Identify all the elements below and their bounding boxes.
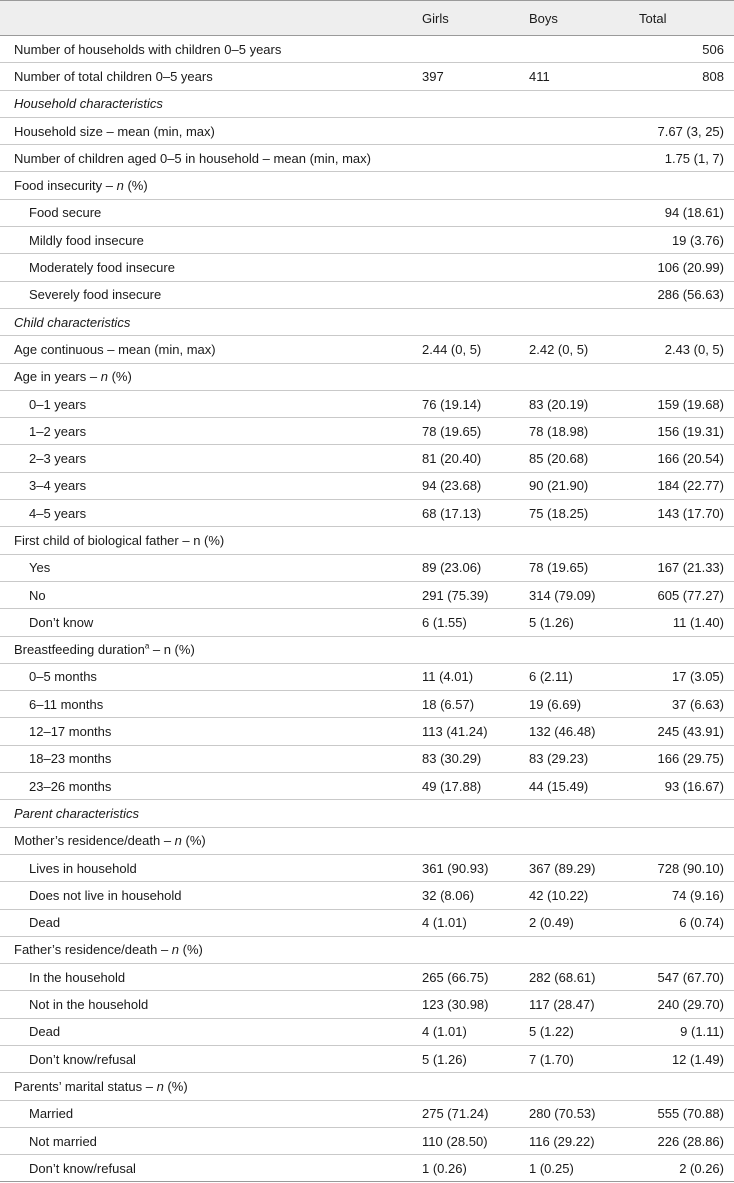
row-label [0,909,422,936]
row-label [0,1018,422,1045]
total-cell: 226 (28.86) [639,1127,734,1154]
row-label-text: Food secure [29,205,102,221]
boys-cell [529,199,639,226]
girls-cell: 18 (6.57) [422,691,529,718]
boys-cell [529,1073,639,1100]
table-row [0,554,734,581]
row-label [0,254,422,281]
row-label [0,308,422,335]
row-label-text: Age continuous – mean (min, max) [14,341,216,357]
row-label [0,199,422,226]
section-row [0,90,734,117]
n-symbol: n [116,178,124,194]
total-cell: 159 (19.68) [639,390,734,417]
row-label-text: Does not live in household [29,887,182,903]
row-label [0,500,422,527]
row-label [0,827,422,854]
row-label [0,1045,422,1072]
row-label-text: Number of children aged 0–5 in household – mean (min, max) [14,150,371,166]
boys-cell: 5 (1.22) [529,1018,639,1045]
table-row [0,718,734,745]
total-cell [639,800,734,827]
row-label-text: Parents’ marital status – [14,1078,157,1094]
row-label-suffix: (%) [107,369,132,385]
row-label-text: Not married [29,1133,97,1149]
girls-cell: 94 (23.68) [422,472,529,499]
girls-cell: 49 (17.88) [422,773,529,800]
section-row [0,800,734,827]
girls-cell [422,172,529,199]
girls-cell [422,636,529,663]
row-label-text: Dead [29,1024,61,1040]
row-label [0,691,422,718]
n-symbol: n [156,1078,164,1094]
total-cell: 1.75 (1, 7) [639,145,734,172]
table-row [0,1100,734,1127]
boys-cell [529,172,639,199]
row-label-text: Age in years – [14,369,101,385]
row-label-text: Household characteristics [14,96,163,112]
table-row [0,445,734,472]
row-label [0,363,422,390]
table-row [0,145,734,172]
total-cell: 166 (20.54) [639,445,734,472]
row-label-suffix: (%) [179,942,203,958]
table-row [0,227,734,254]
boys-cell: 19 (6.69) [529,691,639,718]
row-label-text: Child characteristics [14,314,131,330]
n-symbol: n [100,369,108,385]
total-cell [639,527,734,554]
table-row [0,390,734,417]
boys-cell: 78 (19.65) [529,554,639,581]
row-label [0,117,422,144]
girls-cell [422,1073,529,1100]
boys-cell [529,363,639,390]
table-row [0,773,734,800]
group-row [0,1073,734,1100]
boys-cell: 75 (18.25) [529,500,639,527]
row-label-text: Parent characteristics [14,805,139,821]
girls-cell [422,800,529,827]
table-row [0,1045,734,1072]
row-label-text: 0–5 months [29,669,97,685]
total-cell: 167 (21.33) [639,554,734,581]
total-cell: 166 (29.75) [639,745,734,772]
table-row [0,36,734,63]
girls-cell: 361 (90.93) [422,854,529,881]
table-row [0,117,734,144]
boys-cell: 117 (28.47) [529,991,639,1018]
boys-cell: 44 (15.49) [529,773,639,800]
table-row [0,418,734,445]
table-row [0,254,734,281]
table-row [0,281,734,308]
boys-cell [529,227,639,254]
total-cell [639,636,734,663]
total-cell: 11 (1.40) [639,609,734,636]
girls-cell: 11 (4.01) [422,663,529,690]
boys-cell: 2.42 (0, 5) [529,336,639,363]
total-cell [639,172,734,199]
header-girls: Girls [422,1,529,36]
row-label-text: Married [29,1106,74,1122]
row-label-text: First child of biological father – n (%) [14,532,225,548]
row-label-text: 4–5 years [29,505,87,521]
total-cell: 547 (67.70) [639,964,734,991]
boys-cell: 282 (68.61) [529,964,639,991]
row-label [0,581,422,608]
table-row [0,1155,734,1182]
total-cell: 245 (43.91) [639,718,734,745]
girls-cell [422,254,529,281]
total-cell: 7.67 (3, 25) [639,117,734,144]
girls-cell: 83 (30.29) [422,745,529,772]
row-label [0,1155,422,1182]
row-label-text: Household size – mean (min, max) [14,123,215,139]
total-cell: 286 (56.63) [639,281,734,308]
total-cell: 9 (1.11) [639,1018,734,1045]
boys-cell: 83 (20.19) [529,390,639,417]
row-label-text: Mother’s residence/death – [14,833,175,849]
row-label [0,773,422,800]
boys-cell [529,527,639,554]
group-row [0,636,734,663]
row-label [0,336,422,363]
table-row [0,964,734,991]
boys-cell [529,636,639,663]
boys-cell [529,36,639,63]
row-label [0,936,422,963]
girls-cell: 78 (19.65) [422,418,529,445]
row-label-suffix: (%) [123,178,148,194]
girls-cell [422,145,529,172]
total-cell: 2 (0.26) [639,1155,734,1182]
row-label [0,418,422,445]
row-label [0,882,422,909]
girls-cell: 89 (23.06) [422,554,529,581]
girls-cell: 2.44 (0, 5) [422,336,529,363]
row-label-text: 6–11 months [29,696,104,712]
row-label [0,745,422,772]
boys-cell [529,308,639,335]
table-row [0,609,734,636]
row-label [0,636,422,663]
total-cell [639,827,734,854]
header-label [0,1,422,36]
total-cell [639,936,734,963]
girls-cell: 76 (19.14) [422,390,529,417]
girls-cell [422,281,529,308]
table-row [0,1018,734,1045]
total-cell: 240 (29.70) [639,991,734,1018]
row-label-text: Don’t know [29,614,94,630]
girls-cell: 113 (41.24) [422,718,529,745]
girls-cell [422,827,529,854]
row-label-text: 12–17 months [29,724,112,740]
row-label [0,281,422,308]
row-label-text: 3–4 years [29,478,87,494]
table-row [0,691,734,718]
boys-cell: 367 (89.29) [529,854,639,881]
total-cell: 17 (3.05) [639,663,734,690]
girls-cell [422,308,529,335]
row-label [0,1127,422,1154]
boys-cell: 90 (21.90) [529,472,639,499]
n-symbol: n [174,833,182,849]
boys-cell: 42 (10.22) [529,882,639,909]
girls-cell: 291 (75.39) [422,581,529,608]
total-cell: 19 (3.76) [639,227,734,254]
girls-cell [422,227,529,254]
girls-cell [422,36,529,63]
total-cell: 156 (19.31) [639,418,734,445]
total-cell: 74 (9.16) [639,882,734,909]
boys-cell: 7 (1.70) [529,1045,639,1072]
row-label-suffix: – n (%) [149,642,195,658]
row-label [0,663,422,690]
group-row [0,827,734,854]
table-row [0,63,734,90]
boys-cell: 5 (1.26) [529,609,639,636]
boys-cell: 132 (46.48) [529,718,639,745]
girls-cell: 81 (20.40) [422,445,529,472]
total-cell: 184 (22.77) [639,472,734,499]
row-label [0,527,422,554]
girls-cell: 397 [422,63,529,90]
row-label [0,90,422,117]
boys-cell: 1 (0.25) [529,1155,639,1182]
row-label [0,854,422,881]
row-label [0,36,422,63]
n-symbol: n [171,942,180,958]
total-cell: 605 (77.27) [639,581,734,608]
row-label-suffix: (%) [181,833,206,849]
girls-cell: 68 (17.13) [422,500,529,527]
boys-cell [529,90,639,117]
row-label [0,472,422,499]
total-cell: 94 (18.61) [639,199,734,226]
row-label-text: Food insecurity – [14,178,117,194]
row-label-text: Don’t know/refusal [29,1051,136,1067]
table-row [0,500,734,527]
total-cell: 728 (90.10) [639,854,734,881]
total-cell: 555 (70.88) [639,1100,734,1127]
row-label-text: Lives in household [29,860,137,876]
girls-cell [422,363,529,390]
boys-cell [529,800,639,827]
boys-cell [529,827,639,854]
girls-cell: 110 (28.50) [422,1127,529,1154]
row-label [0,445,422,472]
row-label-text: No [29,587,46,603]
total-cell [639,363,734,390]
row-label-text: Mildly food insecure [29,232,144,248]
row-label [0,964,422,991]
boys-cell: 78 (18.98) [529,418,639,445]
girls-cell [422,527,529,554]
total-cell: 12 (1.49) [639,1045,734,1072]
boys-cell: 2 (0.49) [529,909,639,936]
row-label [0,1073,422,1100]
row-label-text: Number of households with children 0–5 years [14,41,282,57]
row-label-text: Don’t know/refusal [29,1160,136,1176]
footnote-marker: a [144,641,150,651]
girls-cell: 6 (1.55) [422,609,529,636]
section-row [0,308,734,335]
total-cell [639,90,734,117]
table-row [0,663,734,690]
girls-cell: 32 (8.06) [422,882,529,909]
boys-cell [529,117,639,144]
total-cell: 506 [639,36,734,63]
total-cell: 808 [639,63,734,90]
total-cell: 143 (17.70) [639,500,734,527]
row-label-text: 23–26 months [29,778,112,794]
boys-cell: 116 (29.22) [529,1127,639,1154]
header-boys: Boys [529,1,639,36]
total-cell: 6 (0.74) [639,909,734,936]
total-cell [639,308,734,335]
girls-cell: 265 (66.75) [422,964,529,991]
header-total: Total [639,1,734,36]
row-label-text: In the household [29,969,126,985]
boys-cell: 83 (29.23) [529,745,639,772]
table-row [0,854,734,881]
row-label-text: Moderately food insecure [29,260,175,276]
table-row [0,581,734,608]
row-label-text: Father’s residence/death – [14,942,172,958]
group-row [0,172,734,199]
total-cell [639,1073,734,1100]
girls-cell: 4 (1.01) [422,909,529,936]
row-label-text: 0–1 years [29,396,87,412]
table-row [0,745,734,772]
boys-cell [529,936,639,963]
row-label [0,172,422,199]
row-label [0,991,422,1018]
girls-cell [422,936,529,963]
boys-cell: 280 (70.53) [529,1100,639,1127]
total-cell: 2.43 (0, 5) [639,336,734,363]
group-row [0,936,734,963]
group-row [0,363,734,390]
row-label [0,800,422,827]
row-label-text: 1–2 years [29,423,87,439]
girls-cell [422,199,529,226]
table-header-row [0,1,734,36]
row-label-text: 2–3 years [29,451,87,467]
table-row [0,991,734,1018]
table-row [0,336,734,363]
girls-cell [422,90,529,117]
row-label-text: Severely food insecure [29,287,162,303]
row-label-text: Dead [29,915,61,931]
table-row [0,909,734,936]
row-label [0,63,422,90]
row-label-text: 18–23 months [29,751,112,767]
row-label [0,554,422,581]
girls-cell: 123 (30.98) [422,991,529,1018]
row-label [0,609,422,636]
row-label [0,145,422,172]
group-row [0,527,734,554]
boys-cell [529,254,639,281]
row-label-text: Not in the household [29,997,149,1013]
boys-cell: 6 (2.11) [529,663,639,690]
table-row [0,882,734,909]
row-label-suffix: (%) [163,1078,188,1094]
table-row [0,472,734,499]
girls-cell: 275 (71.24) [422,1100,529,1127]
table-body [0,36,734,1182]
row-label-text: Yes [29,560,51,576]
row-label [0,390,422,417]
table-row [0,1127,734,1154]
boys-cell: 411 [529,63,639,90]
total-cell: 37 (6.63) [639,691,734,718]
boys-cell [529,281,639,308]
girls-cell [422,117,529,144]
boys-cell [529,145,639,172]
girls-cell: 1 (0.26) [422,1155,529,1182]
row-label [0,718,422,745]
total-cell: 106 (20.99) [639,254,734,281]
table-row [0,199,734,226]
total-cell: 93 (16.67) [639,773,734,800]
girls-cell: 4 (1.01) [422,1018,529,1045]
boys-cell: 85 (20.68) [529,445,639,472]
boys-cell: 314 (79.09) [529,581,639,608]
row-label-text: Number of total children 0–5 years [14,68,213,84]
row-label [0,227,422,254]
girls-cell: 5 (1.26) [422,1045,529,1072]
row-label [0,1100,422,1127]
row-label-text: Breastfeeding duration [14,642,145,658]
